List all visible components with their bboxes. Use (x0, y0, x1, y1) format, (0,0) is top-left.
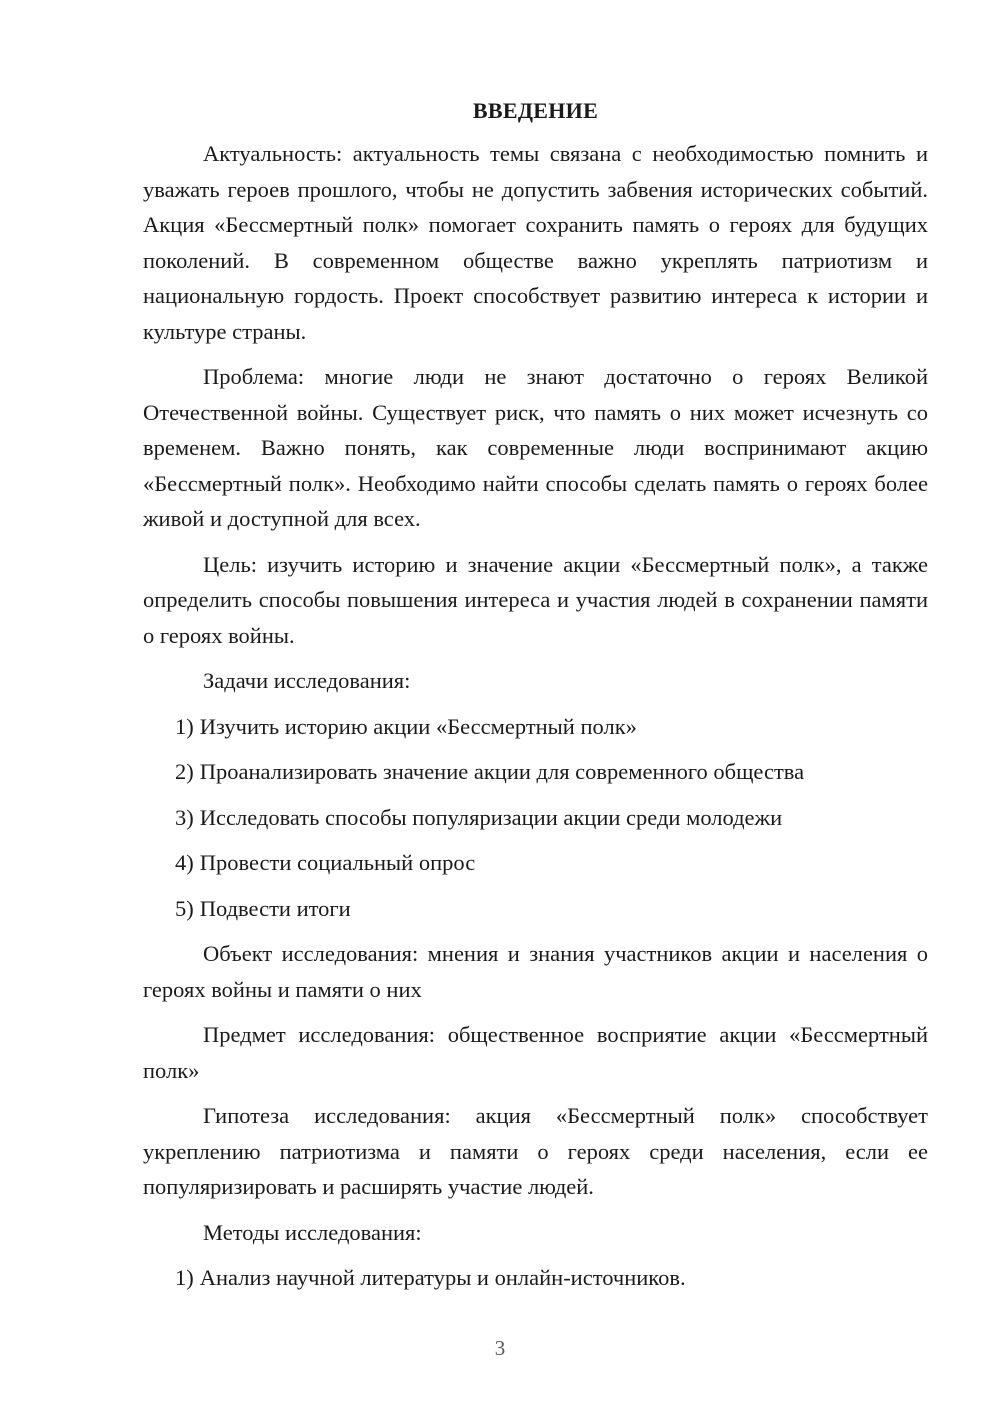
list-item (143, 709, 928, 745)
list-item (143, 1260, 928, 1296)
subject-paragraph: Предмет исследования: общественное восприятие акции «Бессмертный полк» (143, 1022, 928, 1083)
tasks-list (143, 709, 928, 927)
list-item-text: Изучить историю акции «Бессмертный полк» (199, 713, 637, 739)
list-item (143, 800, 928, 836)
list-item-text: Исследовать способы популяризации акции среди молодежи (199, 804, 783, 830)
document-page (143, 94, 928, 1296)
list-item-text: Подвести итоги (199, 895, 351, 921)
relevance-paragraph: Актуальность: актуальность темы связана с необходимостью помнить и уважать героев прошлого, чтобы не допустить забвения исторических событий. Акция «Бессмертный полк» помогает сохранить память о героях для будущих поколений. В современном обществе важно укреплять патриотизм и национальную гордость. Проект способствует развитию интереса к истории и культуре страны. (143, 141, 928, 344)
list-item-number: 5) (175, 895, 194, 921)
problem-paragraph: Проблема: многие люди не знают достаточно о героях Великой Отечественной войны. Существует риск, что память о них может исчезнуть со временем. Важно понять, как современные люди воспринимают акцию «Бессмертный полк». Необходимо найти способы сделать память о героях более живой и доступной для всех. (143, 364, 928, 531)
page-number: 3 (494, 1336, 506, 1360)
methods-label: Методы исследования: (203, 1219, 422, 1245)
methods-list (143, 1260, 928, 1296)
hypothesis-paragraph: Гипотеза исследования: акция «Бессмертный полк» способствует укреплению патриотизма и памяти о героях среди населения, если ее популяризировать и расширять участие людей. (143, 1103, 928, 1199)
list-item-number: 4) (175, 850, 194, 875)
list-item-text: Провести социальный опрос (199, 850, 476, 875)
object-paragraph: Объект исследования: мнения и знания участников акции и населения о героях войны и памяти о них (143, 941, 928, 1002)
list-item-number: 3) (175, 804, 194, 830)
list-item-number: 1) (175, 713, 194, 739)
list-item-number: 1) (175, 1265, 194, 1290)
list-item-text: Анализ научной литературы и онлайн-источников. (199, 1265, 686, 1290)
tasks-label: Задачи исследования: (203, 668, 411, 693)
list-item (143, 754, 928, 790)
list-item (143, 891, 928, 927)
list-item (143, 845, 928, 881)
list-item-number: 2) (175, 759, 194, 784)
list-item-text: Проанализировать значение акции для современного общества (199, 759, 805, 784)
section-heading: ВВЕДЕНИЕ (472, 98, 599, 123)
goal-paragraph: Цель: изучить историю и значение акции «Бессмертный полк», а также определить способы повышения интереса и участия людей в сохранении памяти о героях войны. (143, 551, 928, 648)
